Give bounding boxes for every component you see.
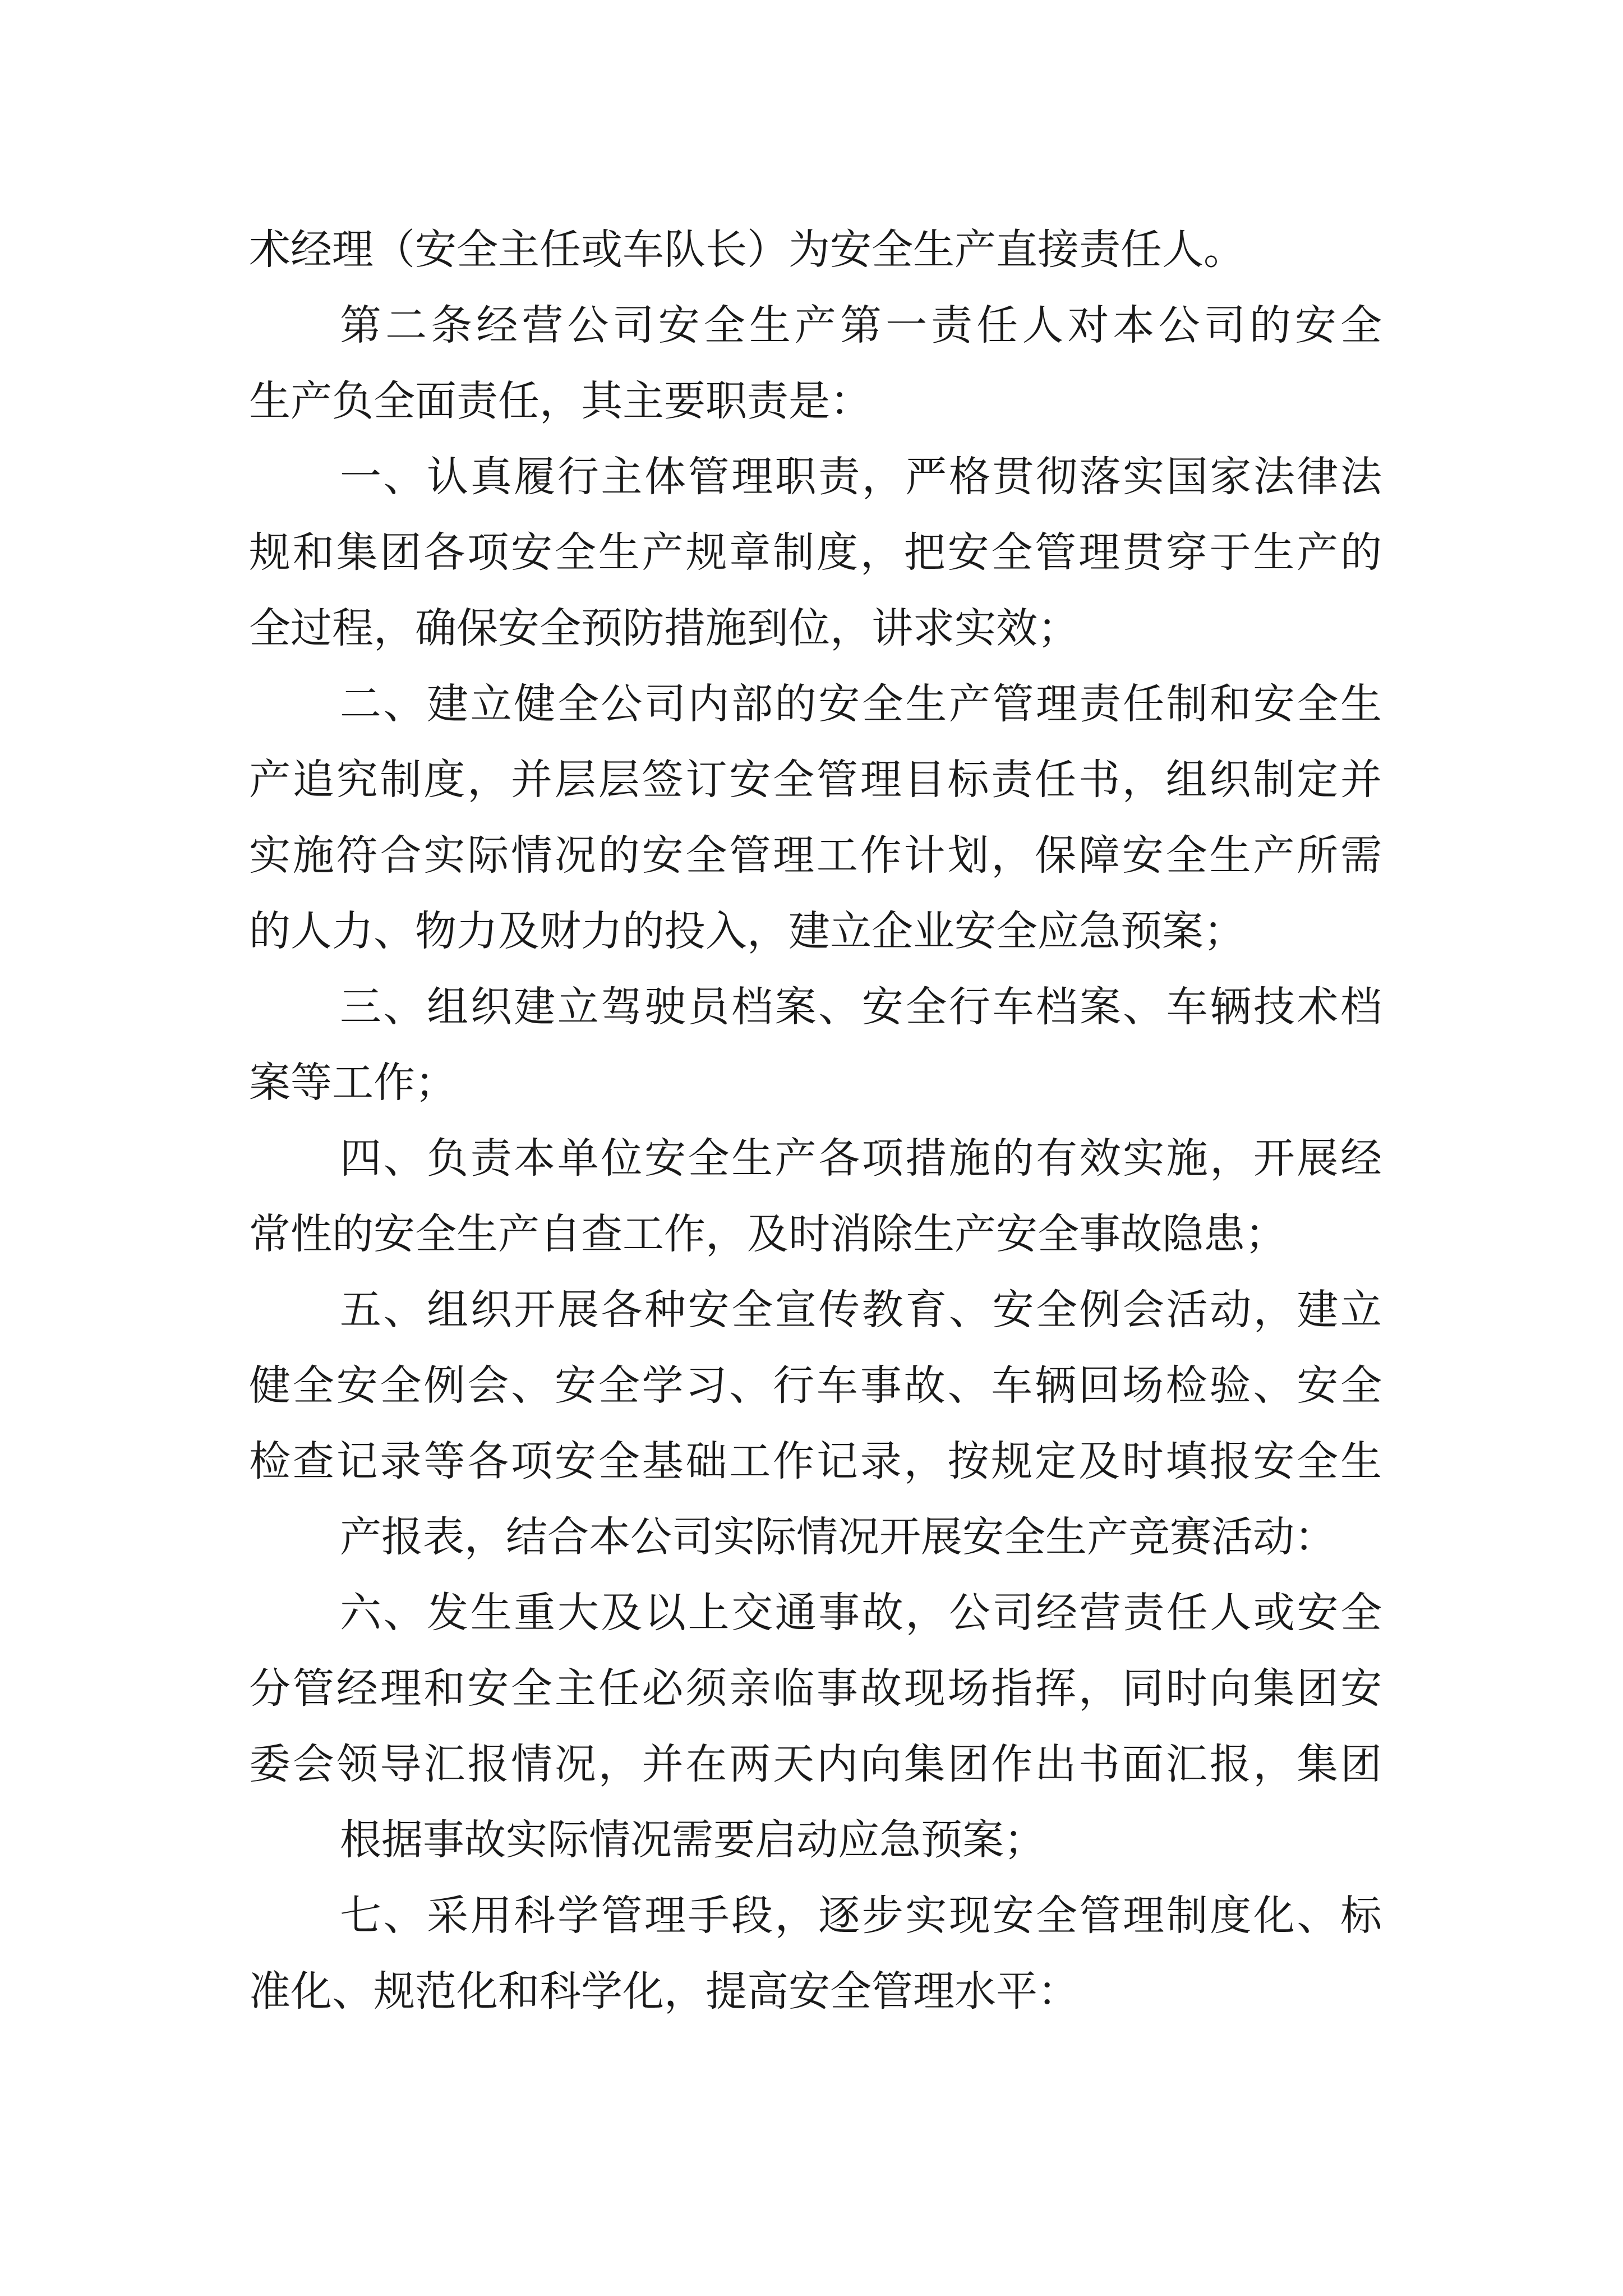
text-line: 委会领导汇报情况，并在两天内向集团作出书面汇报，集团 [249,1740,1382,1788]
text-line: 根据事故实际情况需要启动应急预案； [340,1816,1045,1864]
text-line: 案等工作； [249,1059,457,1107]
text-line: 产报表，结合本公司实际情况开展安全生产竞赛活动： [340,1513,1336,1561]
text-line: 四、负责本单位安全生产各项措施的有效实施，开展经 [340,1134,1382,1182]
text-line: 产追究制度，并层层签订安全管理目标责任书，组织制定并 [249,756,1382,804]
text-line: 六、发生重大及以上交通事故，公司经营责任人或安全 [340,1589,1382,1637]
text-line: 检查记录等各项安全基础工作记录，按规定及时填报安全生 [249,1437,1382,1485]
text-line: 七、采用科学管理手段，逐步实现安全管理制度化、标 [340,1892,1382,1940]
text-line: 术经理（安全主任或车队长）为安全生产直接责任人。 [249,226,1245,274]
text-line: 二、建立健全公司内部的安全生产管理责任制和安全生 [340,680,1382,728]
text-line: 一、认真履行主体管理职责，严格贯彻落实国家法律法 [340,453,1382,501]
text-line: 分管经理和安全主任必须亲临事故现场指挥，同时向集团安 [249,1664,1382,1713]
text-line: 生产负全面责任，其主要职责是： [249,377,872,425]
text-line: 第二条经营公司安全生产第一责任人对本公司的安全 [340,301,1382,349]
text-line: 准化、规范化和科学化，提高安全管理水平： [249,1967,1079,2016]
text-line: 常性的安全生产自查工作，及时消除生产安全事故隐患； [249,1210,1287,1258]
text-line: 规和集团各项安全生产规章制度，把安全管理贯穿于生产的 [249,528,1382,577]
text-line: 五、组织开展各种安全宣传教育、安全例会活动，建立 [340,1286,1382,1334]
text-line: 三、组织建立驾驶员档案、安全行车档案、车辆技术档 [340,983,1382,1031]
text-line: 健全安全例会、安全学习、行车事故、车辆回场检验、安全 [249,1361,1382,1410]
text-line: 的人力、物力及财力的投入，建立企业安全应急预案； [249,907,1245,955]
text-line: 实施符合实际情况的安全管理工作计划，保障安全生产所需 [249,831,1382,880]
text-line: 全过程，确保安全预防措施到位，讲求实效； [249,604,1079,652]
